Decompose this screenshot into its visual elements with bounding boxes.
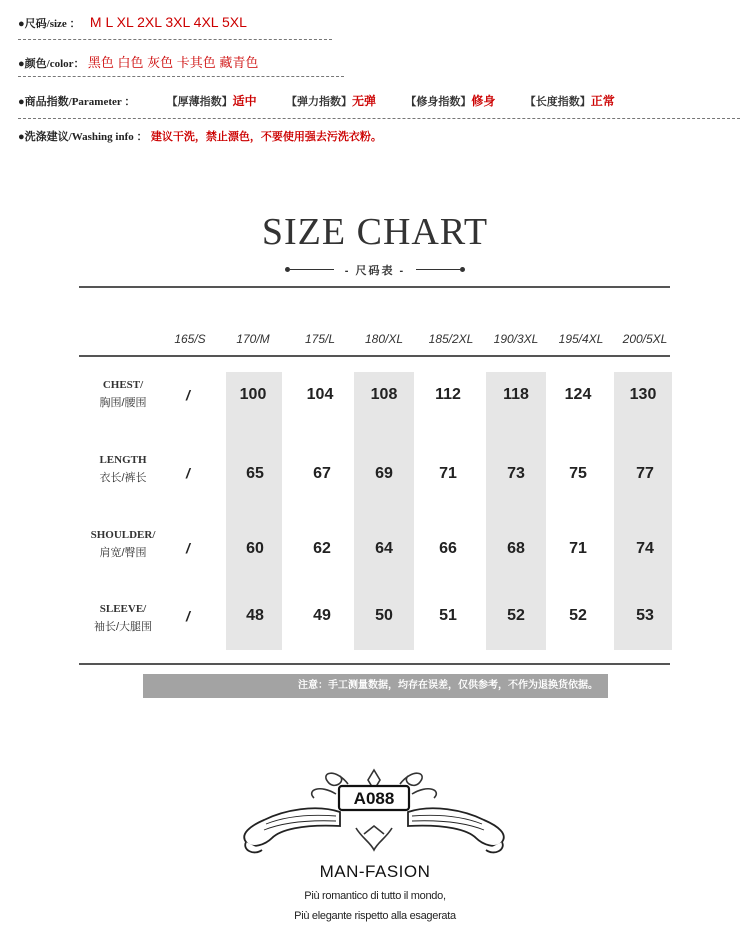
column-header: 175/L bbox=[304, 332, 336, 346]
table-cell: 68 bbox=[507, 540, 525, 557]
column-header: 185/2XL bbox=[428, 332, 474, 346]
ornament-line bbox=[416, 269, 460, 270]
table-cell: 104 bbox=[306, 386, 334, 403]
brand-badge-text: A088 bbox=[353, 789, 395, 808]
column-header: 195/4XL bbox=[558, 332, 604, 346]
column-header: 170/M bbox=[236, 332, 270, 346]
table-cell: 51 bbox=[439, 607, 457, 624]
table-bottom-rule bbox=[79, 663, 670, 665]
column-header: 180/XL bbox=[364, 332, 404, 346]
chart-subtitle: - 尺码表 - bbox=[344, 264, 406, 277]
column-header: 200/5XL bbox=[622, 332, 668, 346]
table-top-rule bbox=[79, 286, 670, 288]
table-cell: 60 bbox=[246, 540, 264, 557]
brand-crest-logo bbox=[236, 764, 512, 860]
table-cell: 50 bbox=[375, 607, 393, 624]
table-cell: / bbox=[186, 465, 190, 481]
color-value: 黑色 白色 灰色 卡其色 藏青色 bbox=[87, 55, 259, 70]
table-cell: 48 bbox=[246, 607, 264, 624]
parameter-info bbox=[18, 92, 641, 109]
row-label-length: LENGTH 衣长/裤长 bbox=[99, 454, 147, 484]
chart-title: SIZE CHART bbox=[261, 211, 489, 253]
table-cell: 52 bbox=[507, 607, 525, 624]
table-cell: 67 bbox=[313, 465, 331, 482]
table-cell: 118 bbox=[503, 386, 529, 403]
table-cell: / bbox=[186, 540, 190, 556]
brand-name: MAN-FASION bbox=[319, 862, 431, 881]
param-fit: 【修身指数】修身 bbox=[405, 94, 496, 108]
table-cell: / bbox=[186, 608, 190, 624]
brand-motto-line-1: Più romantico di tutto il mondo, bbox=[304, 890, 446, 902]
washing-info bbox=[18, 128, 382, 144]
washing-label: ●洗涤建议/Washing info ： bbox=[18, 131, 148, 143]
size-label: ●尺码/size ： bbox=[18, 18, 81, 30]
color-label: ●颜色/color： bbox=[18, 58, 85, 70]
size-info bbox=[18, 14, 247, 31]
brand-motto-line-2: Più elegante rispetto alla esagerata bbox=[294, 910, 456, 922]
divider bbox=[18, 39, 332, 40]
ornament-line bbox=[290, 269, 334, 270]
table-cell: 62 bbox=[313, 540, 331, 557]
table-cell: 64 bbox=[375, 540, 393, 557]
table-cell: 69 bbox=[375, 465, 393, 482]
table-cell: 74 bbox=[636, 540, 654, 557]
size-value: M L XL 2XL 3XL 4XL 5XL bbox=[89, 14, 247, 30]
chart-subtitle-row bbox=[0, 261, 750, 279]
table-cell: 52 bbox=[569, 607, 587, 624]
table-cell: 66 bbox=[439, 540, 457, 557]
measurement-note: 注意：手工测量数据，均存在误差，仅供参考，不作为退换货依据。 bbox=[143, 674, 608, 698]
table-cell: 112 bbox=[435, 386, 461, 403]
table-cell: 71 bbox=[439, 465, 457, 482]
table-cell: 124 bbox=[564, 386, 592, 403]
divider bbox=[18, 76, 344, 77]
parameter-label: ●商品指数/Parameter ： bbox=[18, 96, 136, 108]
row-label-shoulder: SHOULDER/ 肩宽/臀围 bbox=[90, 529, 156, 559]
table-cell: 53 bbox=[636, 607, 654, 624]
ornament-dot bbox=[460, 267, 465, 272]
column-header: 165/S bbox=[174, 332, 206, 346]
param-elasticity: 【弹力指数】无弹 bbox=[286, 94, 377, 108]
header-rule bbox=[79, 355, 670, 357]
table-cell: / bbox=[186, 387, 190, 403]
color-info bbox=[18, 52, 258, 71]
table-cell: 108 bbox=[370, 386, 398, 403]
param-thickness: 【厚薄指数】适中 bbox=[166, 94, 257, 108]
table-cell: 73 bbox=[507, 465, 525, 482]
washing-value: 建议干洗，禁止漂色，不要使用强去污洗衣粉。 bbox=[150, 131, 382, 143]
divider bbox=[18, 118, 740, 119]
table-cell: 49 bbox=[313, 607, 331, 624]
param-length: 【长度指数】正常 bbox=[524, 94, 615, 108]
table-cell: 77 bbox=[636, 465, 654, 482]
table-cell: 65 bbox=[246, 465, 264, 482]
row-label-chest: CHEST/ 胸围/腰围 bbox=[99, 379, 147, 409]
column-header: 190/3XL bbox=[493, 332, 539, 346]
table-cell: 130 bbox=[629, 386, 657, 403]
table-cell: 71 bbox=[569, 540, 587, 557]
row-label-sleeve: SLEEVE/ 袖长/大腿围 bbox=[93, 603, 153, 633]
table-cell: 75 bbox=[569, 465, 587, 482]
table-cell: 100 bbox=[239, 386, 267, 403]
